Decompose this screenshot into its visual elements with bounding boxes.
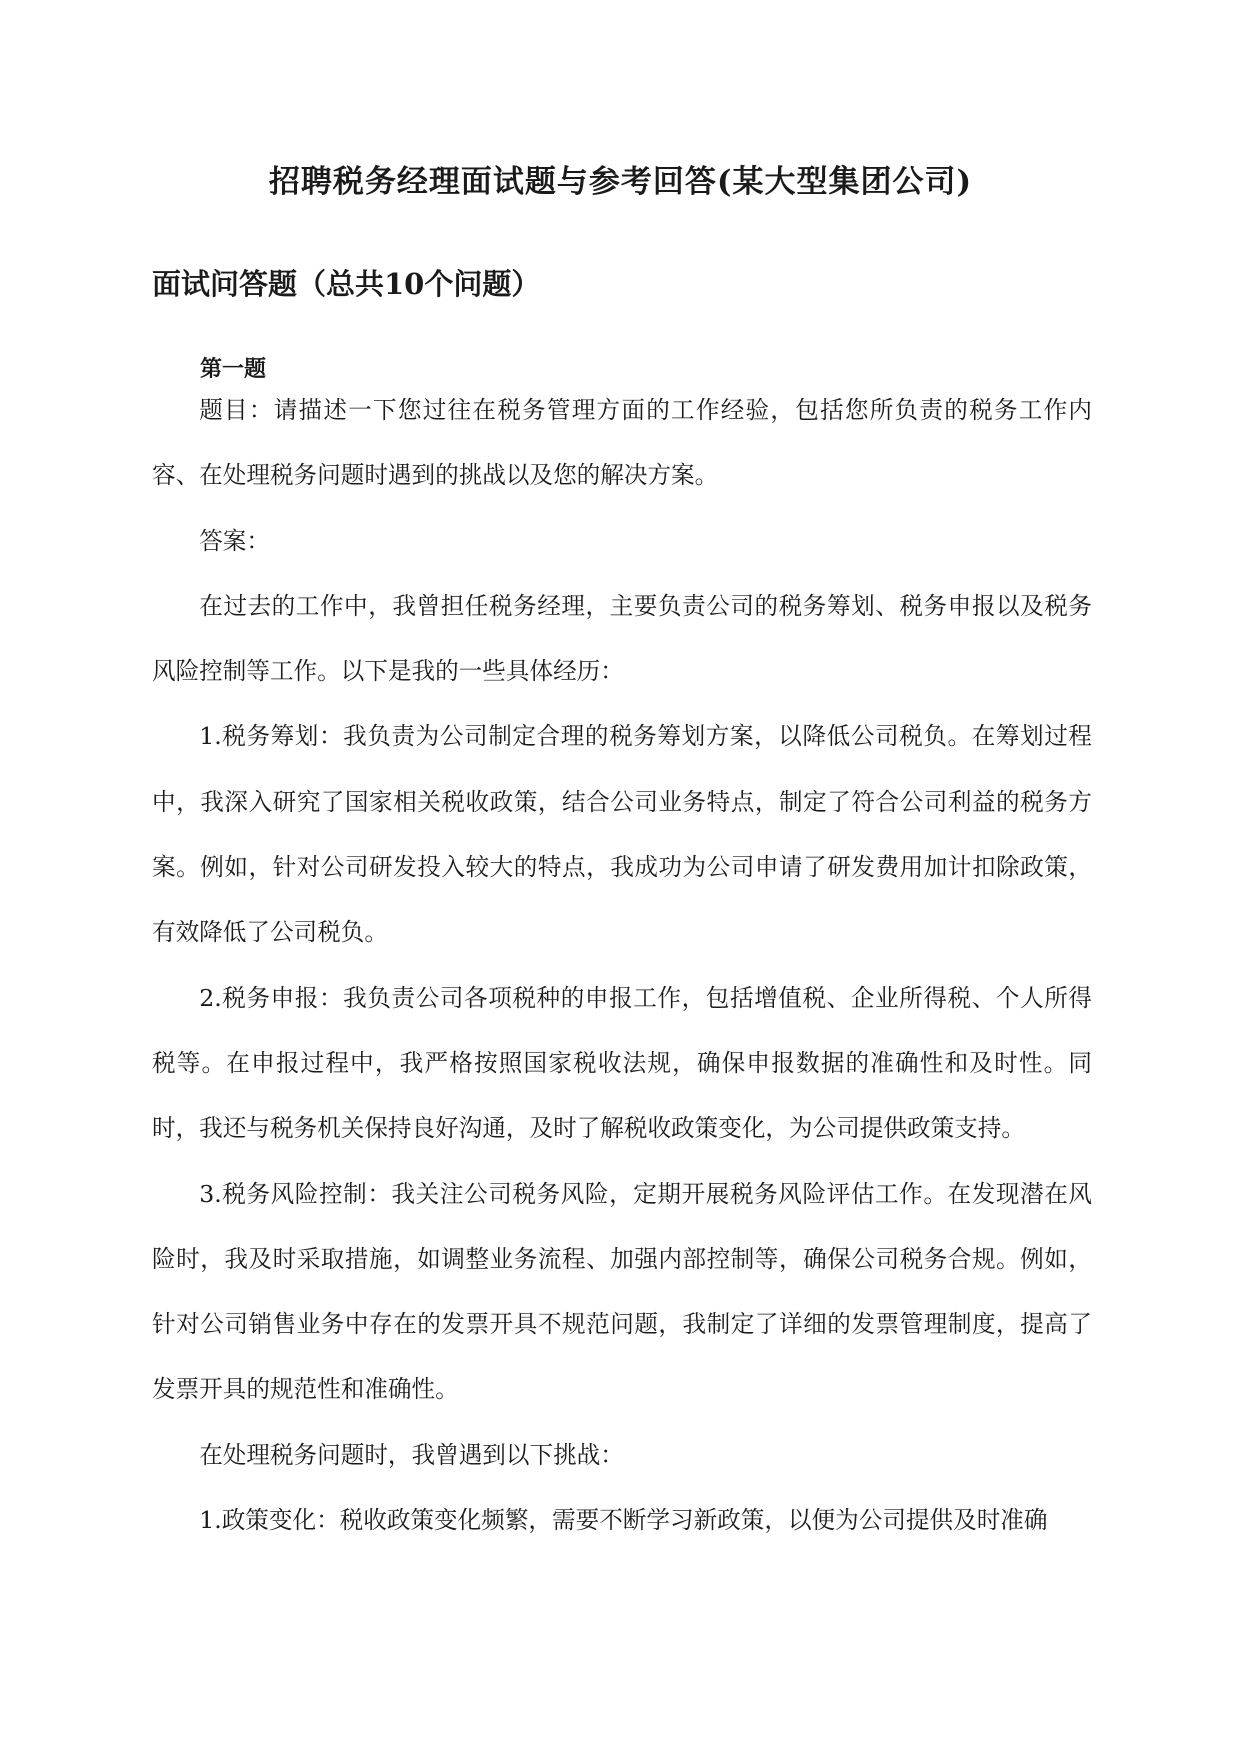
body-paragraph: 3.税务风险控制：我关注公司税务风险，定期开展税务风险评估工作。在发现潜在风险时，我及时采取措施，如调整业务流程、加强内部控制等，确保公司税务合规。例如，针对公司销售业务中存在的发票开具不规范问题，我制定了详细的发票管理制度，提高了发票开具的规范性和准确性。	[152, 1179, 1092, 1404]
document-title: 招聘税务经理面试题与参考回答(某大型集团公司)	[268, 164, 973, 200]
body-paragraph: 1.政策变化：税收政策变化频繁，需要不断学习新政策，以便为公司提供及时准确	[199, 1506, 1048, 1535]
body-paragraph: 1.税务筹划：我负责为公司制定合理的税务筹划方案，以降低公司税负。在筹划过程中，我深入研究了国家相关税收政策，结合公司业务特点，制定了符合公司利益的税务方案。例如，针对公司研发投入较大的特点，我成功为公司申请了研发费用加计扣除政策，有效降低了公司税负。	[152, 722, 1092, 947]
body-paragraph: 2.税务申报：我负责公司各项税种的申报工作，包括增值税、企业所得税、个人所得税等。在申报过程中，我严格按照国家税收法规，确保申报数据的准确性和及时性。同时，我还与税务机关保持良好沟通，及时了解税收政策变化，为公司提供政策支持。	[152, 983, 1092, 1143]
answer-label-paragraph: 答案：	[199, 526, 270, 555]
question-label: 第一题	[200, 356, 267, 382]
body-paragraph: 在处理税务问题时，我曾遇到以下挑战：	[199, 1440, 624, 1469]
document-body	[152, 378, 1092, 1553]
section-heading: 面试问答题（总共10个问题）	[152, 267, 541, 301]
body-paragraph: 在过去的工作中，我曾担任税务经理，主要负责公司的税务筹划、税务申报以及税务风险控制等工作。以下是我的一些具体经历：	[152, 591, 1092, 686]
question-prompt-paragraph: 题目：请描述一下您过往在税务管理方面的工作经验，包括您所负责的税务工作内容、在处理税务问题时遇到的挑战以及您的解决方案。	[152, 396, 1092, 490]
